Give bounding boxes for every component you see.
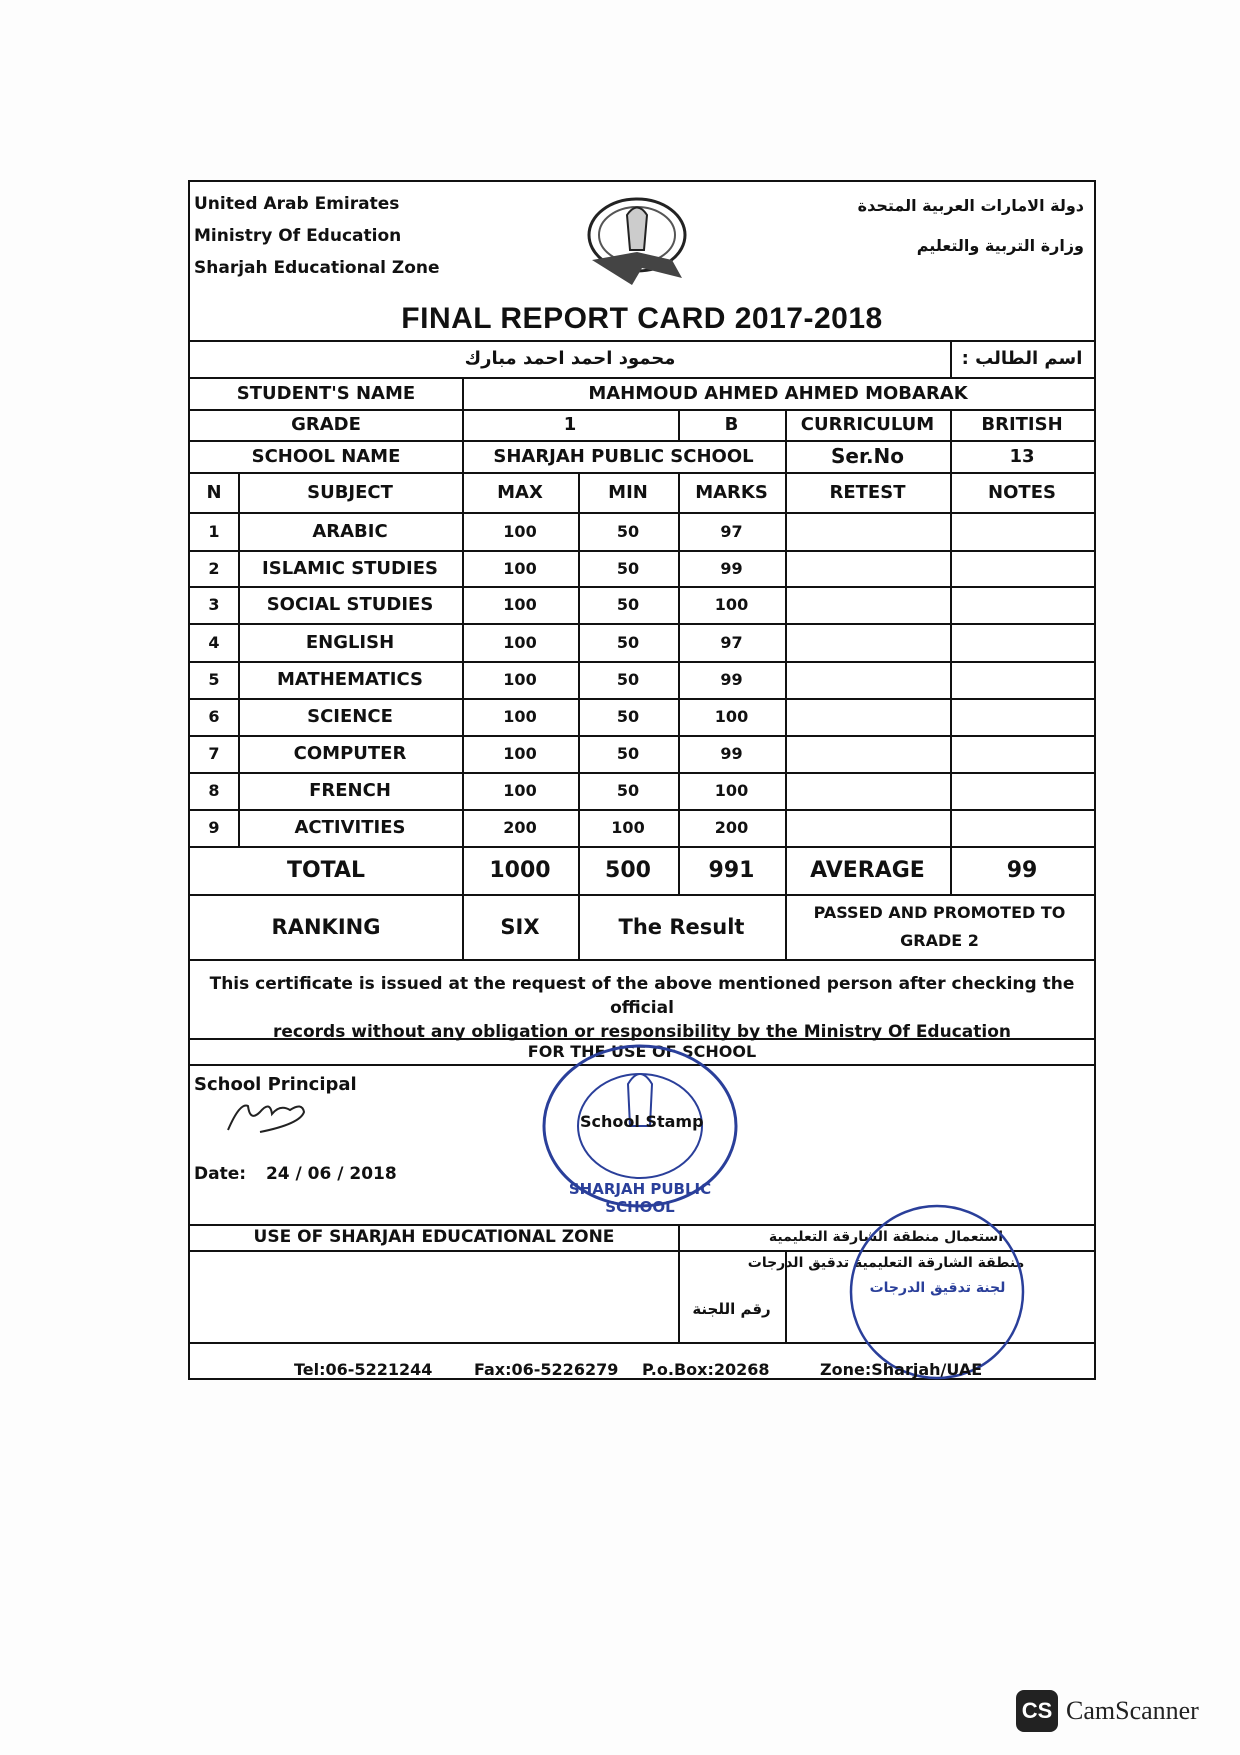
min-mark: 50	[616, 521, 640, 541]
header-right	[858, 196, 1084, 276]
student-name-value: MAHMOUD AHMED AHMED MOBARAK	[588, 382, 968, 404]
subject-name: FRENCH	[309, 780, 391, 801]
min-mark: 50	[616, 781, 640, 800]
obtained-mark: 100	[714, 707, 749, 726]
zone-use-heading: USE OF SHARJAH EDUCATIONAL ZONE	[253, 1227, 615, 1247]
max-mark: 100	[503, 744, 537, 763]
subject-name: MATHEMATICS	[276, 669, 423, 690]
max-mark: 100	[503, 707, 537, 726]
min-mark: 50	[616, 707, 640, 726]
date-label: Date:	[194, 1164, 247, 1184]
rule	[190, 959, 1094, 961]
min-mark: 50	[616, 632, 640, 652]
report-card	[188, 180, 1096, 1380]
col-header-min: MIN	[608, 481, 648, 503]
grade-value: 1	[563, 414, 577, 435]
zone-stamp-text: لجنة تدقيق الدرجات	[869, 1280, 1006, 1296]
zone-stamp	[845, 1202, 1030, 1382]
total-marks: 991	[708, 857, 755, 883]
certificate-note	[196, 972, 1088, 1044]
obtained-mark: 100	[714, 781, 749, 800]
max-mark: 100	[503, 632, 537, 652]
obtained-mark: 99	[720, 744, 743, 763]
arabic-name-value: محمود احمد احمد مبارك	[464, 348, 676, 369]
col-header-subject: SUBJECT	[307, 481, 393, 503]
result-value	[785, 894, 1094, 959]
camscanner-label: CamScanner	[1066, 1696, 1199, 1725]
school-stamp-ring-text: SHARJAH PUBLIC SCHOOL	[568, 1180, 712, 1216]
school-stamp	[540, 1044, 740, 1214]
obtained-mark: 97	[720, 521, 743, 541]
result-line-1: PASSED AND PROMOTED TO	[813, 902, 1066, 922]
obtained-mark: 99	[720, 670, 743, 689]
camscanner-watermark	[1016, 1690, 1199, 1732]
arabic-ministry-label: وزارة التربية والتعليم	[916, 236, 1084, 255]
zone-label: Sharjah Educational Zone	[194, 258, 440, 278]
arabic-country-label: دولة الامارات العربية المتحدة	[857, 196, 1084, 215]
subject-name: ACTIVITIES	[294, 817, 406, 838]
min-mark: 100	[611, 818, 645, 837]
row-number: 3	[208, 595, 220, 614]
row-number: 7	[208, 744, 220, 763]
max-mark: 100	[503, 670, 537, 689]
min-mark: 50	[616, 670, 640, 689]
col-header-n: N	[206, 481, 222, 503]
committee-number-label: رقم اللجنة	[692, 1300, 771, 1318]
principal-signature	[220, 1092, 310, 1137]
col-header-max: MAX	[497, 481, 543, 503]
school-name-label: SCHOOL NAME	[251, 445, 401, 467]
country-label: United Arab Emirates	[194, 194, 400, 214]
grade-label: GRADE	[291, 414, 361, 435]
total-label: TOTAL	[286, 857, 366, 883]
ministry-label: Ministry Of Education	[194, 226, 402, 246]
result-line-2: GRADE 2	[900, 930, 979, 950]
zone-use-arabic-2: منطقة الشارقة التعليمية تدقيق الدرجات	[747, 1255, 1025, 1271]
col-header-marks: MARKS	[695, 481, 768, 503]
certificate-note-line-1: This certificate is issued at the request of the above mentioned person after checking the official	[209, 974, 1075, 1018]
row-number: 5	[208, 670, 220, 689]
curriculum-value: BRITISH	[981, 414, 1063, 435]
date-field	[194, 1164, 397, 1184]
school-name-value: SHARJAH PUBLIC SCHOOL	[493, 445, 754, 467]
curriculum-label: CURRICULUM	[800, 414, 935, 435]
ministry-logo	[572, 190, 702, 295]
min-mark: 50	[616, 744, 640, 763]
school-use-heading: FOR THE USE OF SCHOOL	[527, 1041, 757, 1061]
certificate-note-line-2: records without any obligation or responsibility by the Ministry Of Education	[273, 1022, 1011, 1042]
obtained-mark: 99	[720, 558, 743, 578]
school-stamp-label: School Stamp	[580, 1112, 704, 1131]
document-title: FINAL REPORT CARD 2017-2018	[401, 302, 883, 335]
total-min: 500	[605, 857, 651, 883]
header-left	[194, 196, 440, 292]
zone-use-arabic-1: استعمال منطقة الشارقة التعليمية	[768, 1229, 1004, 1245]
max-mark: 100	[503, 781, 537, 800]
principal-label: School Principal	[194, 1074, 357, 1095]
row-number: 8	[208, 781, 220, 800]
subject-name: SCIENCE	[307, 706, 393, 727]
max-mark: 100	[503, 595, 537, 614]
subject-name: SOCIAL STUDIES	[266, 594, 434, 615]
row-number: 1	[208, 521, 220, 541]
average-value: 99	[1006, 857, 1038, 883]
max-mark: 100	[503, 558, 537, 578]
row-number: 6	[208, 707, 220, 726]
result-label: The Result	[618, 914, 745, 939]
subject-name: ARABIC	[312, 520, 388, 542]
student-name-label: STUDENT'S NAME	[236, 382, 416, 404]
serial-number-label: Ser.No	[830, 444, 905, 468]
date-value: 24 / 06 / 2018	[265, 1164, 397, 1184]
divider	[950, 472, 952, 894]
ranking-label: RANKING	[271, 914, 381, 939]
serial-number-value: 13	[1009, 445, 1035, 467]
footer-pobox: P.o.Box:20268	[642, 1360, 770, 1379]
row-number: 9	[208, 818, 220, 837]
row-number: 4	[208, 632, 220, 652]
subject-name: ENGLISH	[305, 631, 395, 653]
footer-fax: Fax:06-5226279	[474, 1360, 619, 1379]
average-label: AVERAGE	[810, 857, 925, 883]
camscanner-icon: CS	[1016, 1690, 1058, 1732]
obtained-mark: 100	[714, 595, 749, 614]
subject-name: COMPUTER	[293, 743, 407, 764]
total-max: 1000	[489, 857, 551, 883]
obtained-mark: 200	[714, 818, 749, 837]
min-mark: 50	[616, 595, 640, 614]
min-mark: 50	[616, 558, 640, 578]
ranking-value: SIX	[500, 914, 540, 939]
col-header-notes: NOTES	[988, 481, 1056, 503]
col-header-retest: RETEST	[829, 481, 906, 503]
row-number: 2	[208, 558, 220, 578]
arabic-name-label: اسم الطالب :	[961, 348, 1083, 369]
footer-zone: Zone:Sharjah/UAE	[820, 1360, 983, 1379]
max-mark: 100	[503, 521, 537, 541]
obtained-mark: 97	[720, 632, 743, 652]
footer-tel: Tel:06-5221244	[294, 1360, 433, 1379]
subject-name: ISLAMIC STUDIES	[262, 557, 438, 579]
section-value: B	[724, 414, 739, 435]
max-mark: 200	[503, 818, 537, 837]
